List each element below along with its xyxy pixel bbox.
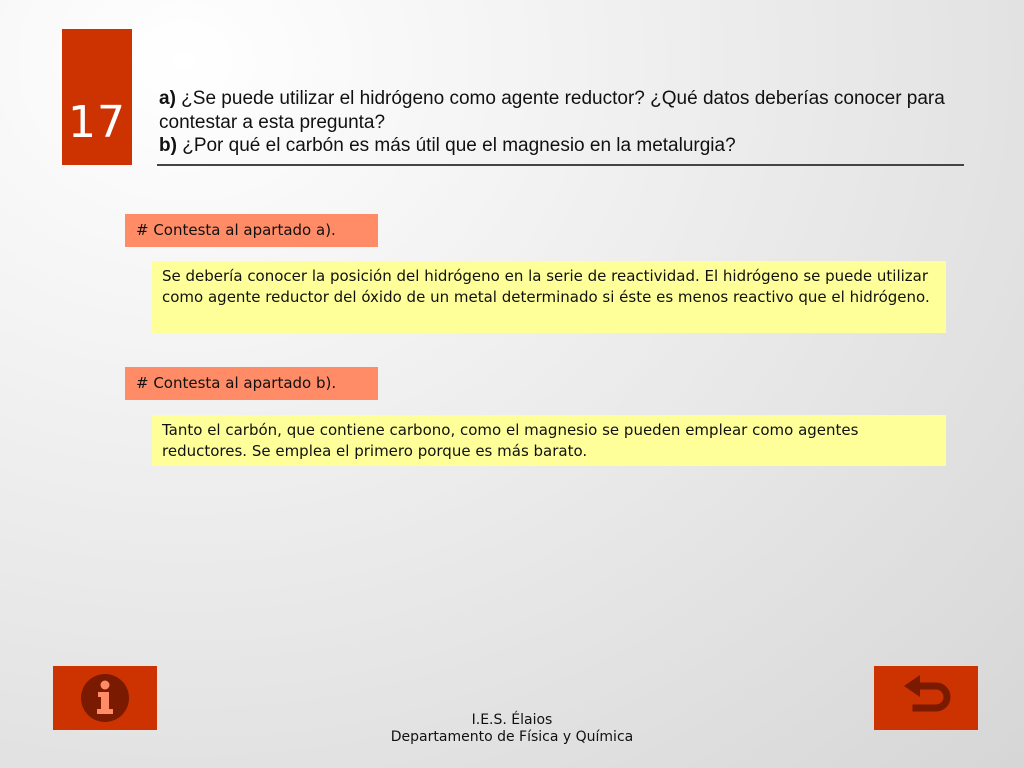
info-button[interactable] [53, 666, 157, 730]
slide-number-box [62, 29, 132, 165]
footer-department: Departamento de Física y Química [390, 729, 634, 745]
back-button[interactable] [874, 666, 978, 730]
part-a-label: a) [159, 88, 176, 109]
slide-number: 17 [68, 96, 126, 148]
answer-b-box: Tanto el carbón, que contiene carbono, como el magnesio se pueden emplear como agentes reductores. Se emplea el primero porque es más barato. [152, 415, 946, 466]
footer [312, 712, 712, 746]
info-icon [80, 673, 130, 723]
return-arrow-icon [898, 674, 954, 722]
answer-a-box: Se debería conocer la posición del hidrógeno en la serie de reactividad. El hidrógeno se puede utilizar como agente reductor del óxido de un metal determinado si éste es menos reactivo que el hidrógeno. [152, 261, 946, 333]
part-a-text: ¿Se puede utilizar el hidrógeno como agente reductor? ¿Qué datos deberías conocer para contestar a esta pregunta? [159, 88, 945, 133]
footer-school: I.E.S. Élaios [471, 712, 553, 728]
title-divider [157, 164, 964, 166]
answer-b-prompt-button[interactable]: # Contesta al apartado b). [125, 367, 378, 400]
answer-a-prompt-button[interactable]: # Contesta al apartado a). [125, 214, 378, 247]
question-text [159, 87, 959, 158]
part-b-label: b) [159, 135, 177, 156]
part-b-text: ¿Por qué el carbón es más útil que el magnesio en la metalurgia? [176, 135, 736, 156]
